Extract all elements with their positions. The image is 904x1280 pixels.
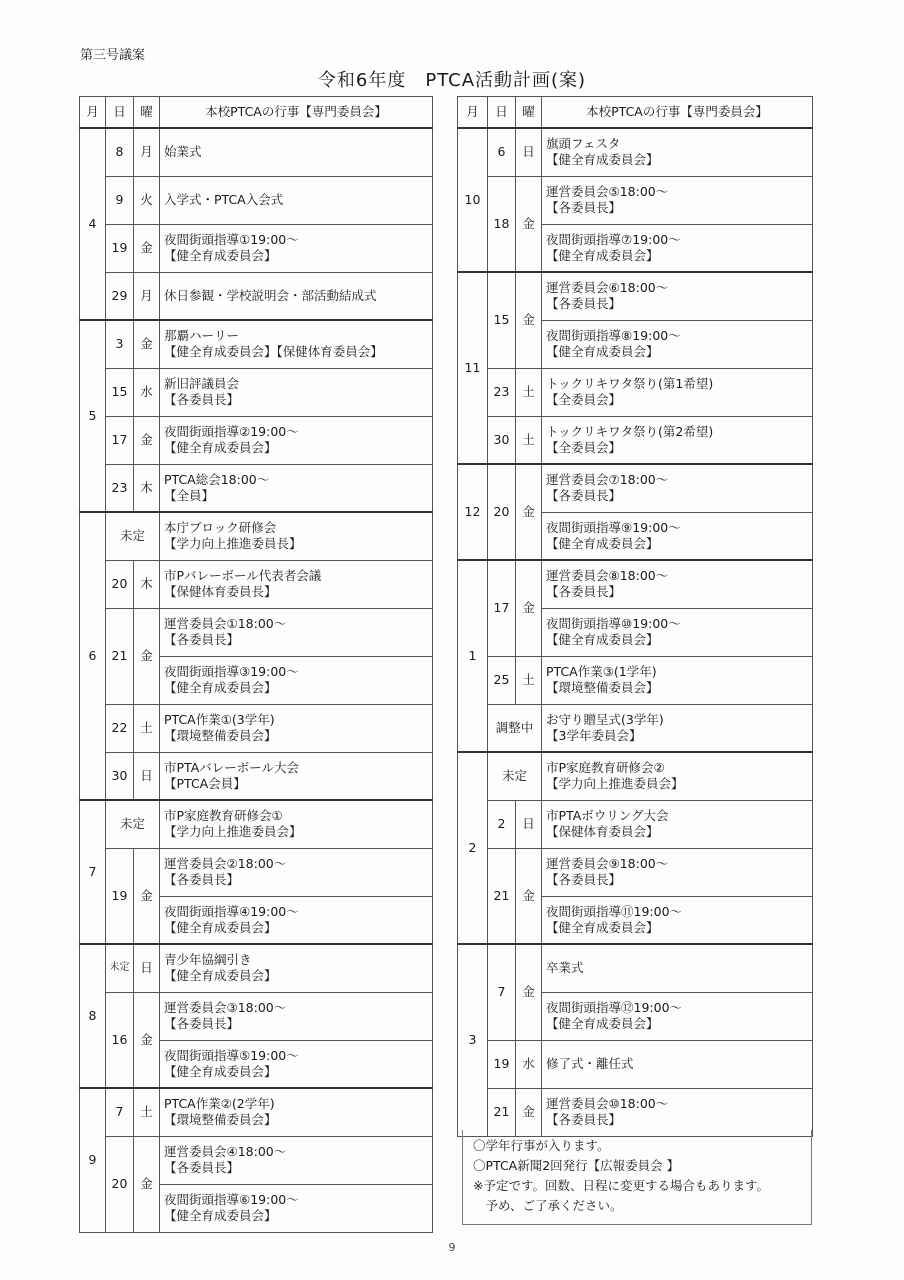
- table-row: [80, 224, 433, 272]
- event-line: 運営委員会④18:00～: [164, 1144, 287, 1159]
- event-cell: [160, 464, 433, 512]
- event-cell: [160, 320, 433, 368]
- table-row: [80, 272, 433, 320]
- day-cell: 2: [488, 800, 516, 848]
- table-row: [80, 944, 433, 992]
- header-day: 日: [106, 97, 134, 129]
- weekday-cell: 金: [516, 464, 542, 560]
- table-row: [80, 992, 433, 1040]
- event-line: 市PTAバレーボール大会: [164, 759, 300, 775]
- table-row: [458, 560, 813, 608]
- event-line: トックリキワタ祭り(第2希望): [546, 423, 714, 439]
- event-line: 市P家庭教育研修会②: [546, 760, 665, 776]
- event-line: 運営委員会⑦18:00～: [546, 472, 669, 488]
- weekday-cell: 金: [134, 224, 160, 272]
- event-cell: [160, 992, 433, 1040]
- note-line: 〇PTCA新聞2回発行【広報委員会 】: [473, 1158, 680, 1173]
- event-cell: [542, 176, 813, 224]
- event-line: 【全員】: [164, 487, 215, 503]
- header-event: 本校PTCAの行事【専門委員会】: [160, 97, 433, 129]
- event-cell: [542, 752, 813, 800]
- month-cell: 4: [80, 128, 106, 320]
- day-cell: 17: [106, 416, 134, 464]
- weekday-cell: 日: [516, 128, 542, 176]
- event-cell: [160, 896, 433, 944]
- day-cell: 7: [488, 944, 516, 1040]
- event-line: 【各委員長】: [164, 632, 240, 647]
- event-line: 【健全育成委員会】: [164, 248, 277, 263]
- event-line: 夜間街頭指導⑧19:00～: [546, 328, 681, 343]
- event-line: 【健全育成委員会】: [164, 1208, 277, 1223]
- event-line: 【健全育成委員会】: [164, 440, 277, 455]
- event-cell: [160, 656, 433, 704]
- weekday-cell: 金: [516, 944, 542, 1040]
- event-cell: [160, 1136, 433, 1184]
- weekday-cell: 金: [516, 560, 542, 656]
- event-line: 【各委員長】: [164, 392, 240, 407]
- event-cell: [160, 416, 433, 464]
- header-weekday: 曜: [134, 97, 160, 129]
- weekday-cell: 日: [134, 752, 160, 800]
- event-line: 夜間街頭指導①19:00～: [164, 232, 299, 247]
- day-cell: 8: [106, 128, 134, 176]
- event-cell: [160, 368, 433, 416]
- table-row: [80, 368, 433, 416]
- weekday-cell: 月: [134, 272, 160, 320]
- event-line: 【各委員長】: [164, 1016, 240, 1031]
- table-row: [80, 416, 433, 464]
- event-line: 【学力向上推進委員会】: [546, 776, 684, 792]
- table-header-row: [458, 97, 813, 129]
- event-line: 運営委員会⑨18:00～: [546, 856, 669, 871]
- day-cell: 15: [488, 272, 516, 368]
- event-cell: [542, 368, 813, 416]
- month-cell: 2: [458, 752, 488, 944]
- event-line: 本庁ブロック研修会: [164, 520, 277, 536]
- event-line: 市P家庭教育研修会①: [164, 808, 283, 824]
- weekday-cell: 金: [134, 848, 160, 944]
- event-cell: [160, 944, 433, 992]
- table-row: [458, 416, 813, 464]
- weekday-cell: 水: [134, 368, 160, 416]
- weekday-cell: 金: [516, 848, 542, 944]
- event-line: 【各委員長】: [546, 584, 622, 600]
- date-cell: 調整中: [488, 704, 542, 752]
- table-row: [458, 848, 813, 896]
- header-month: 月: [80, 97, 106, 129]
- weekday-cell: 火: [134, 176, 160, 224]
- day-cell: 25: [488, 656, 516, 704]
- event-line: 旗頭フェスタ: [546, 136, 621, 152]
- month-cell: 1: [458, 560, 488, 752]
- event-cell: [160, 704, 433, 752]
- event-cell: [542, 464, 813, 512]
- day-cell: 20: [106, 1136, 134, 1232]
- table-header-row: [80, 97, 433, 129]
- month-cell: 6: [80, 512, 106, 800]
- weekday-cell: 日: [134, 944, 160, 992]
- event-line: 【各委員長】: [546, 200, 622, 215]
- month-cell: 12: [458, 464, 488, 560]
- event-line: 夜間街頭指導②19:00～: [164, 424, 299, 439]
- header-month: 月: [458, 97, 488, 129]
- event-line: 那覇ハーリー: [164, 328, 240, 344]
- event-line: 【保健体育委員会】: [546, 824, 659, 839]
- event-line: 運営委員会⑤18:00～: [546, 184, 669, 199]
- weekday-cell: 土: [516, 368, 542, 416]
- event-line: 市PTAボウリング大会: [546, 808, 669, 823]
- table-row: [458, 944, 813, 992]
- weekday-cell: 金: [516, 1088, 542, 1136]
- event-line: 運営委員会⑩18:00～: [546, 1096, 669, 1111]
- event-line: 【各委員長】: [546, 296, 622, 312]
- event-line: 運営委員会①18:00～: [164, 616, 287, 631]
- table-row: [80, 752, 433, 800]
- event-line: 始業式: [164, 144, 202, 160]
- event-line: 青少年協綱引き: [164, 952, 252, 968]
- day-cell: 23: [488, 368, 516, 416]
- weekday-cell: 金: [134, 608, 160, 704]
- header-day: 日: [488, 97, 516, 129]
- day-cell: 3: [106, 320, 134, 368]
- day-cell: 20: [488, 464, 516, 560]
- table-row: [458, 464, 813, 512]
- event-line: 運営委員会②18:00～: [164, 856, 287, 871]
- weekday-cell: 金: [134, 1136, 160, 1232]
- event-line: PTCA作業①(3学年): [164, 712, 275, 727]
- weekday-cell: 金: [516, 272, 542, 368]
- event-line: 入学式・PTCA入会式: [164, 192, 284, 207]
- day-cell: 29: [106, 272, 134, 320]
- month-cell: 3: [458, 944, 488, 1136]
- day-cell: 30: [106, 752, 134, 800]
- event-cell: [542, 992, 813, 1040]
- day-cell: 21: [488, 1088, 516, 1136]
- table-row: [458, 1088, 813, 1136]
- day-cell: 15: [106, 368, 134, 416]
- day-cell: 19: [488, 1040, 516, 1088]
- event-cell: [160, 752, 433, 800]
- weekday-cell: 木: [134, 464, 160, 512]
- event-line: 夜間街頭指導⑨19:00～: [546, 519, 681, 535]
- event-line: 夜間街頭指導⑤19:00～: [164, 1047, 299, 1063]
- event-line: 【全委員会】: [546, 392, 622, 407]
- weekday-cell: 金: [134, 416, 160, 464]
- event-line: 【健全育成委員会】: [546, 535, 659, 551]
- event-cell: [542, 944, 813, 992]
- weekday-cell: 日: [516, 800, 542, 848]
- event-cell: [542, 1088, 813, 1136]
- day-cell: 19: [106, 224, 134, 272]
- schedule-table-first-half: [79, 96, 433, 1233]
- month-cell: 10: [458, 128, 488, 272]
- event-cell: [542, 560, 813, 608]
- month-cell: 11: [458, 272, 488, 464]
- event-cell: [542, 608, 813, 656]
- event-line: 【健全育成委員会】: [164, 968, 277, 984]
- table-row: [80, 1136, 433, 1184]
- event-cell: [542, 416, 813, 464]
- table-row: [80, 464, 433, 512]
- event-line: 夜間街頭指導⑩19:00～: [546, 616, 681, 631]
- event-line: 【健全育成委員会】: [546, 344, 659, 359]
- month-cell: 9: [80, 1088, 106, 1232]
- weekday-cell: 土: [516, 656, 542, 704]
- event-line: 【全委員会】: [546, 439, 622, 455]
- note-line: 予め、ご了承ください。: [473, 1198, 623, 1213]
- event-cell: [542, 320, 813, 368]
- event-line: 【健全育成委員会】: [164, 919, 277, 935]
- event-cell: [160, 1040, 433, 1088]
- event-line: PTCA作業②(2学年): [164, 1096, 275, 1112]
- event-line: 新旧評議員会: [164, 376, 240, 391]
- event-cell: [542, 272, 813, 320]
- month-cell: 7: [80, 800, 106, 944]
- event-cell: [542, 1040, 813, 1088]
- event-cell: [542, 128, 813, 176]
- table-row: [80, 320, 433, 368]
- event-line: 【学力向上推進委員会】: [164, 824, 302, 840]
- day-cell: 6: [488, 128, 516, 176]
- note-line: ※予定です。回数、日程に変更する場合もあります。: [473, 1178, 769, 1193]
- day-cell: 21: [488, 848, 516, 944]
- weekday-cell: 金: [516, 176, 542, 272]
- table-row: [80, 608, 433, 656]
- table-row: [80, 800, 433, 848]
- event-cell: [542, 512, 813, 560]
- event-line: 市Pバレーボール代表者会議: [164, 568, 322, 583]
- header-event: 本校PTCAの行事【専門委員会】: [542, 97, 813, 129]
- weekday-cell: 月: [134, 128, 160, 176]
- event-cell: [542, 800, 813, 848]
- table-row: [458, 800, 813, 848]
- event-cell: [160, 1184, 433, 1232]
- page-number: 9: [448, 1241, 456, 1254]
- weekday-cell: 土: [516, 416, 542, 464]
- event-line: 休日参観・学校説明会・部活動結成式: [164, 287, 377, 303]
- page-title: 令和6年度 PTCA活動計画(案): [317, 70, 587, 91]
- notes-box: [462, 1130, 812, 1225]
- weekday-cell: 土: [134, 1088, 160, 1136]
- event-line: 運営委員会⑧18:00～: [546, 568, 669, 584]
- event-cell: [160, 272, 433, 320]
- day-cell: 21: [106, 608, 134, 704]
- event-line: 【健全育成委員会】: [546, 919, 659, 935]
- event-line: お守り贈呈式(3学年): [546, 711, 664, 727]
- day-cell: 30: [488, 416, 516, 464]
- event-line: 【各委員長】: [164, 872, 240, 887]
- event-line: 【健全育成委員会】: [546, 247, 659, 263]
- event-line: 運営委員会③18:00～: [164, 1000, 287, 1015]
- day-cell: 19: [106, 848, 134, 944]
- event-line: 【環境整備委員会】: [164, 1112, 277, 1128]
- event-line: 【健全育成委員会】: [546, 632, 659, 647]
- table-row: [458, 176, 813, 224]
- event-line: 卒業式: [546, 960, 584, 976]
- event-line: 【学力向上推進委員長】: [164, 536, 302, 552]
- event-line: 夜間街頭指導③19:00～: [164, 664, 299, 679]
- event-cell: [160, 560, 433, 608]
- event-cell: [542, 656, 813, 704]
- event-line: 【PTCA会員】: [164, 775, 246, 791]
- header-weekday: 曜: [516, 97, 542, 129]
- event-line: 【健全育成委員会】【保健体育委員会】: [164, 344, 383, 360]
- month-cell: 5: [80, 320, 106, 512]
- table-row: [80, 848, 433, 896]
- day-cell: 23: [106, 464, 134, 512]
- day-cell: 18: [488, 176, 516, 272]
- weekday-cell: 金: [134, 320, 160, 368]
- event-line: 【健全育成委員会】: [546, 152, 659, 168]
- document-label: 第三号議案: [80, 48, 146, 63]
- table-row: [458, 272, 813, 320]
- event-line: 運営委員会⑥18:00～: [546, 280, 669, 296]
- event-line: 夜間街頭指導④19:00～: [164, 903, 299, 919]
- event-line: 夜間街頭指導⑪19:00～: [546, 903, 683, 919]
- event-line: 【環境整備委員会】: [546, 680, 659, 695]
- event-cell: [542, 704, 813, 752]
- schedule-table-second-half: [457, 96, 813, 1137]
- table-row: [80, 704, 433, 752]
- event-cell: [160, 800, 433, 848]
- event-line: 【各委員長】: [164, 1160, 240, 1175]
- event-line: トックリキワタ祭り(第1希望): [546, 376, 714, 391]
- event-line: 【各委員長】: [546, 872, 622, 887]
- date-cell: 未定: [106, 800, 160, 848]
- event-cell: [160, 128, 433, 176]
- date-cell: 未定: [106, 512, 160, 560]
- event-cell: [160, 1088, 433, 1136]
- event-cell: [160, 512, 433, 560]
- table-row: [458, 656, 813, 704]
- note-line: 〇学年行事が入ります。: [473, 1138, 610, 1153]
- event-line: 夜間街頭指導⑫19:00～: [546, 1000, 683, 1015]
- date-cell: 未定: [488, 752, 542, 800]
- table-row: [458, 752, 813, 800]
- table-row: [458, 128, 813, 176]
- event-line: 【各委員長】: [546, 1112, 622, 1127]
- event-line: 【保健体育委員長】: [164, 584, 277, 599]
- month-cell: 8: [80, 944, 106, 1088]
- event-line: 【健全育成委員会】: [546, 1016, 659, 1031]
- event-cell: [542, 224, 813, 272]
- event-cell: [160, 608, 433, 656]
- event-line: 【3学年委員会】: [546, 727, 642, 743]
- weekday-cell: 木: [134, 560, 160, 608]
- event-cell: [542, 896, 813, 944]
- table-row: [80, 1088, 433, 1136]
- event-line: 【健全育成委員会】: [164, 1063, 277, 1079]
- table-row: [80, 176, 433, 224]
- table-row: [458, 1040, 813, 1088]
- event-line: 夜間街頭指導⑦19:00～: [546, 231, 681, 247]
- day-cell: 未定: [106, 944, 134, 992]
- day-cell: 17: [488, 560, 516, 656]
- event-line: PTCA総会18:00～: [164, 471, 270, 487]
- weekday-cell: 金: [134, 992, 160, 1088]
- event-line: 【健全育成委員会】: [164, 680, 277, 695]
- day-cell: 20: [106, 560, 134, 608]
- day-cell: 7: [106, 1088, 134, 1136]
- table-row: [80, 128, 433, 176]
- event-line: 夜間街頭指導⑥19:00～: [164, 1192, 299, 1207]
- weekday-cell: 土: [134, 704, 160, 752]
- day-cell: 9: [106, 176, 134, 224]
- weekday-cell: 水: [516, 1040, 542, 1088]
- event-cell: [542, 848, 813, 896]
- event-cell: [160, 848, 433, 896]
- event-cell: [160, 224, 433, 272]
- event-cell: [160, 176, 433, 224]
- table-row: [458, 704, 813, 752]
- event-line: 修了式・離任式: [546, 1056, 634, 1071]
- event-line: PTCA作業③(1学年): [546, 664, 657, 679]
- event-line: 【各委員長】: [546, 488, 622, 504]
- event-line: 【環境整備委員会】: [164, 728, 277, 743]
- table-row: [458, 368, 813, 416]
- table-row: [80, 560, 433, 608]
- table-row: [80, 512, 433, 560]
- day-cell: 16: [106, 992, 134, 1088]
- day-cell: 22: [106, 704, 134, 752]
